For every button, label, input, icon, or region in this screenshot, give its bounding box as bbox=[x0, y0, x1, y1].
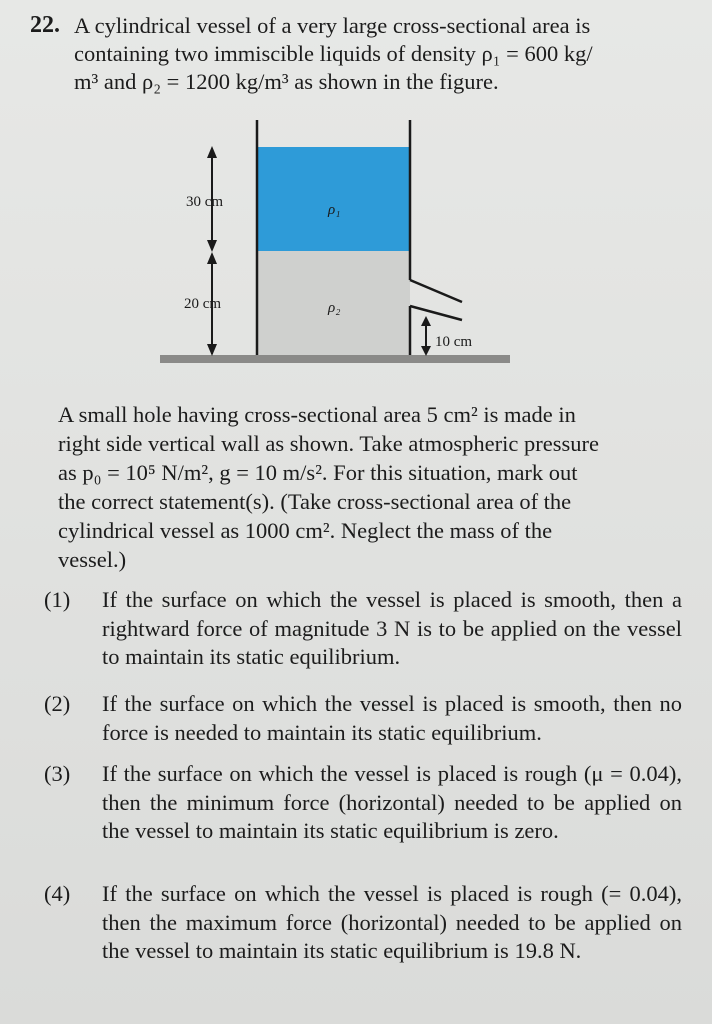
label-rho2: ρ₂ bbox=[328, 300, 341, 316]
stem-line-2: containing two immiscible liquids of density ρ₁ = 600 kg/ bbox=[74, 41, 593, 66]
label-rho1: ρ₁ bbox=[328, 202, 341, 218]
arrowhead-down-30 bbox=[207, 240, 217, 252]
problem-body bbox=[58, 400, 688, 574]
option-number: (3) bbox=[44, 761, 71, 786]
body-line-1: A small hole having cross-sectional area 5 cm² is made in bbox=[58, 402, 576, 427]
label-20cm: 20 cm bbox=[184, 296, 222, 312]
arrowhead-down-20 bbox=[207, 344, 217, 356]
label-10cm: 10 cm bbox=[435, 334, 473, 350]
spout-upper bbox=[410, 280, 462, 302]
vessel-figure bbox=[150, 110, 530, 380]
body-line-6: vessel.) bbox=[58, 547, 127, 572]
question-number: 22. bbox=[30, 12, 60, 38]
arrowhead-up-30 bbox=[207, 146, 217, 158]
body-line-3: as p₀ = 10⁵ N/m², g = 10 m/s². For this situation, mark out bbox=[58, 460, 578, 485]
body-line-2: right side vertical wall as shown. Take atmospheric pressure bbox=[58, 431, 599, 456]
option-number: (1) bbox=[44, 587, 71, 612]
arrowhead-down-10 bbox=[421, 346, 431, 356]
ground-surface bbox=[160, 355, 510, 363]
stem-line-3: m³ and ρ₂ = 1200 kg/m³ as shown in the figure. bbox=[74, 69, 499, 94]
option-text: If the surface on which the vessel is placed is smooth, then a rightward force of magnitude 3 N is to be applied on the vessel to maintain its static equilibrium. bbox=[102, 587, 682, 669]
label-30cm: 30 cm bbox=[186, 194, 224, 210]
spout-lower bbox=[410, 306, 462, 320]
option-text: If the surface on which the vessel is placed is smooth, then no force is needed to maintain its static equilibrium. bbox=[102, 691, 682, 745]
body-line-4: the correct statement(s). (Take cross-sectional area of the bbox=[58, 489, 572, 514]
option-number: (4) bbox=[44, 881, 71, 906]
option-text: If the surface on which the vessel is placed is rough (= 0.04), then the maximum force (horizontal) needed to be applied on the vessel to maintain its static equilibrium is 19.8 N. bbox=[102, 881, 682, 963]
arrowhead-up-20 bbox=[207, 252, 217, 264]
question-stem bbox=[74, 12, 684, 96]
arrowhead-up-10 bbox=[421, 316, 431, 326]
option-number: (2) bbox=[44, 691, 71, 716]
liquid-rho1 bbox=[257, 147, 410, 251]
body-line-5: cylindrical vessel as 1000 cm². Neglect the mass of the bbox=[58, 518, 553, 543]
option-text: If the surface on which the vessel is placed is rough (μ = 0.04), then the minimum force (horizontal) needed to be applied on the vessel to maintain its static equilibrium is zero. bbox=[102, 761, 682, 843]
stem-line-1: A cylindrical vessel of a very large cross-sectional area is bbox=[74, 13, 591, 38]
